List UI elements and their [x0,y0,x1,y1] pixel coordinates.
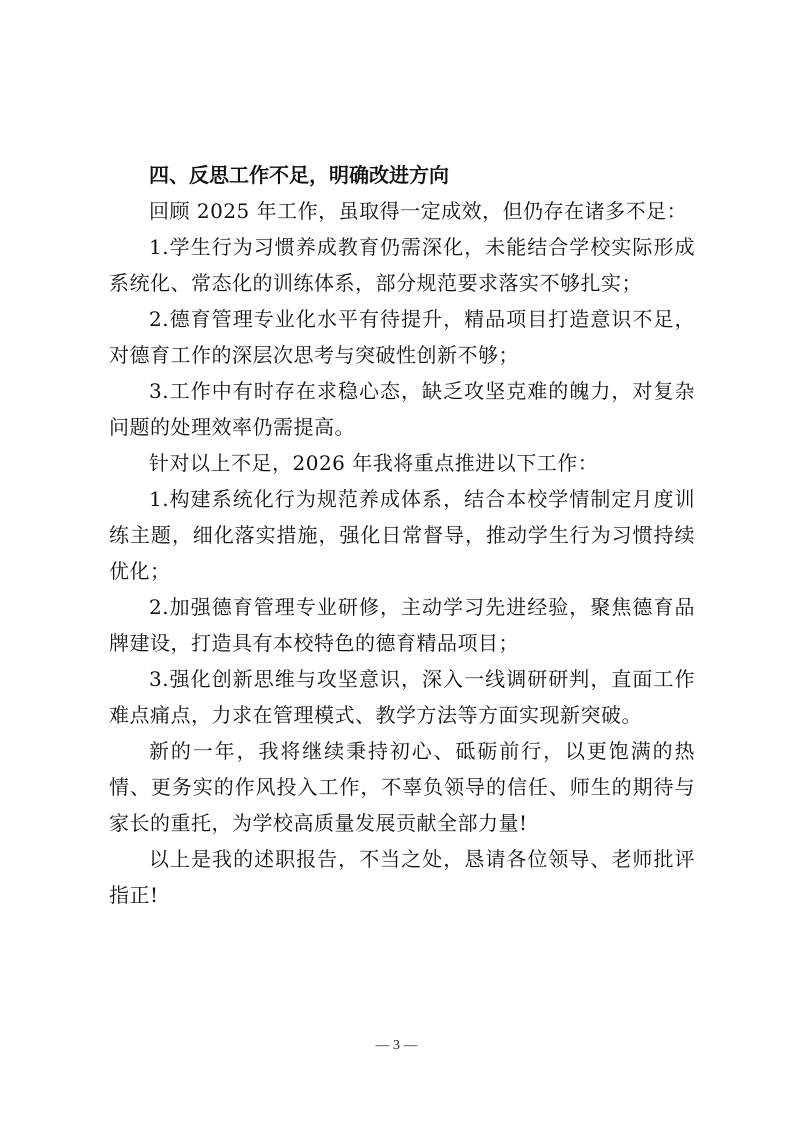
paragraph-plan-1: 1.构建系统化行为规范养成体系，结合本校学情制定月度训练主题，细化落实措施，强化日常督导，推动学生行为习惯持续优化； [109,487,695,583]
paragraph-plan-2: 2.加强德育管理专业研修，主动学习先进经验，聚焦德育品牌建设，打造具有本校特色的德育精品项目； [109,595,695,655]
paragraph-closing: 以上是我的述职报告，不当之处，恳请各位领导、老师批评指正! [109,847,695,907]
page-number: — 3 — [375,1038,418,1053]
document-body [109,157,695,913]
paragraph-shortcoming-2: 2.德育管理专业化水平有待提升，精品项目打造意识不足，对德育工作的深层次思考与突破性创新不够； [109,307,695,367]
paragraph-new-year: 新的一年，我将继续秉持初心、砥砺前行，以更饱满的热情、更务实的作风投入工作，不辜负领导的信任、师生的期待与家长的重托，为学校高质量发展贡献全部力量! [109,739,695,835]
paragraph-shortcoming-1: 1.学生行为习惯养成教育仍需深化，未能结合学校实际形成系统化、常态化的训练体系，部分规范要求落实不够扎实； [109,235,695,295]
paragraph-shortcoming-3: 3.工作中有时存在求稳心态，缺乏攻坚克难的魄力，对复杂问题的处理效率仍需提高。 [109,379,695,439]
paragraph-plan-3: 3.强化创新思维与攻坚意识，深入一线调研研判，直面工作难点痛点，力求在管理模式、教学方法等方面实现新突破。 [109,667,695,727]
paragraph-plan-intro: 针对以上不足，2026 年我将重点推进以下工作： [149,451,599,475]
paragraph-review-intro: 回顾 2025 年工作，虽取得一定成效，但仍存在诸多不足： [149,199,688,223]
section-heading: 四、反思工作不足，明确改进方向 [149,163,449,187]
